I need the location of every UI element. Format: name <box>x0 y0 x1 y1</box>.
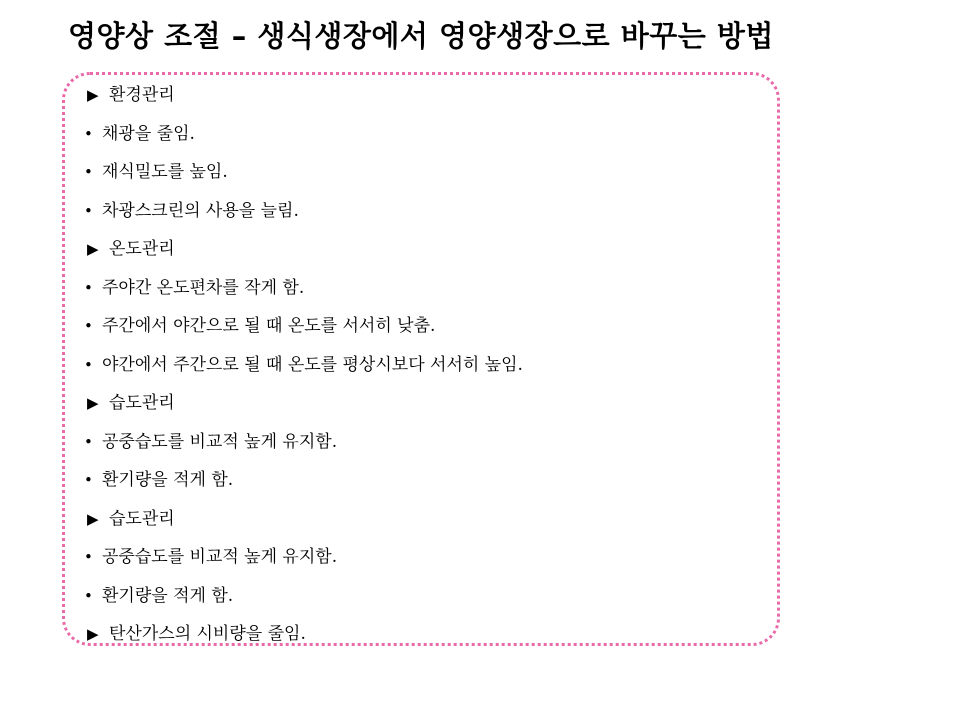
bullet-item-text: 채광을 줄임. <box>102 123 195 144</box>
bullet-dot-icon: • <box>84 355 93 374</box>
section-heading-text: 온도관리 <box>109 239 175 259</box>
bullet-item-text: 차광스크린의 사용을 늘림. <box>102 200 299 221</box>
bullet-item <box>82 153 772 192</box>
section-heading <box>82 500 772 539</box>
bullet-dot-icon: • <box>84 317 93 335</box>
section-heading <box>82 615 772 654</box>
section-heading <box>82 384 772 423</box>
bullet-dot-icon: • <box>84 124 93 143</box>
bullet-dot-icon: • <box>84 163 93 181</box>
bullet-item <box>82 192 772 231</box>
bullet-item-text: 야간에서 주간으로 될 때 온도를 평상시보다 서서히 높임. <box>102 354 523 375</box>
bullet-item <box>82 461 772 500</box>
bullet-dot-icon: • <box>84 548 93 566</box>
section-heading-text: 습도관리 <box>109 393 175 413</box>
triangle-right-icon: ▶ <box>87 86 99 104</box>
bullet-dot-icon: • <box>84 586 93 605</box>
bullet-dot-icon: • <box>84 278 93 297</box>
section-heading-text: 습도관리 <box>109 508 175 529</box>
section-heading <box>82 76 772 115</box>
slide-title: 영양상 조절 – 생식생장에서 영양생장으로 바꾸는 방법 <box>68 19 774 53</box>
triangle-right-icon: ▶ <box>87 394 99 412</box>
section-heading-text: 환경관리 <box>109 85 175 105</box>
bullet-item-text: 환기량을 적게 함. <box>102 585 234 606</box>
bullet-dot-icon: • <box>84 432 93 451</box>
bullet-item-text: 주야간 온도편차를 작게 함. <box>102 277 305 298</box>
bullet-item <box>82 577 772 616</box>
section-heading <box>82 230 772 269</box>
bullet-item <box>82 269 772 308</box>
section-heading-text: 탄산가스의 시비량을 줄임. <box>109 624 306 644</box>
bullet-item <box>82 346 772 385</box>
content-list <box>82 76 772 654</box>
bullet-item <box>82 423 772 462</box>
bullet-item <box>82 307 772 346</box>
bullet-item-text: 환기량을 적게 함. <box>102 470 234 490</box>
bullet-dot-icon: • <box>84 471 93 489</box>
bullet-dot-icon: • <box>84 201 93 220</box>
triangle-right-icon: ▶ <box>87 240 99 258</box>
bullet-item-text: 재식밀도를 높임. <box>102 162 228 182</box>
bullet-item <box>82 538 772 577</box>
bullet-item-text: 공중습도를 비교적 높게 유지함. <box>102 547 338 567</box>
triangle-right-icon: ▶ <box>87 509 99 528</box>
bullet-item <box>82 115 772 154</box>
bullet-item-text: 공중습도를 비교적 높게 유지함. <box>102 431 338 452</box>
triangle-right-icon: ▶ <box>87 625 99 643</box>
bullet-item-text: 주간에서 야간으로 될 때 온도를 서서히 낮춤. <box>102 316 436 336</box>
